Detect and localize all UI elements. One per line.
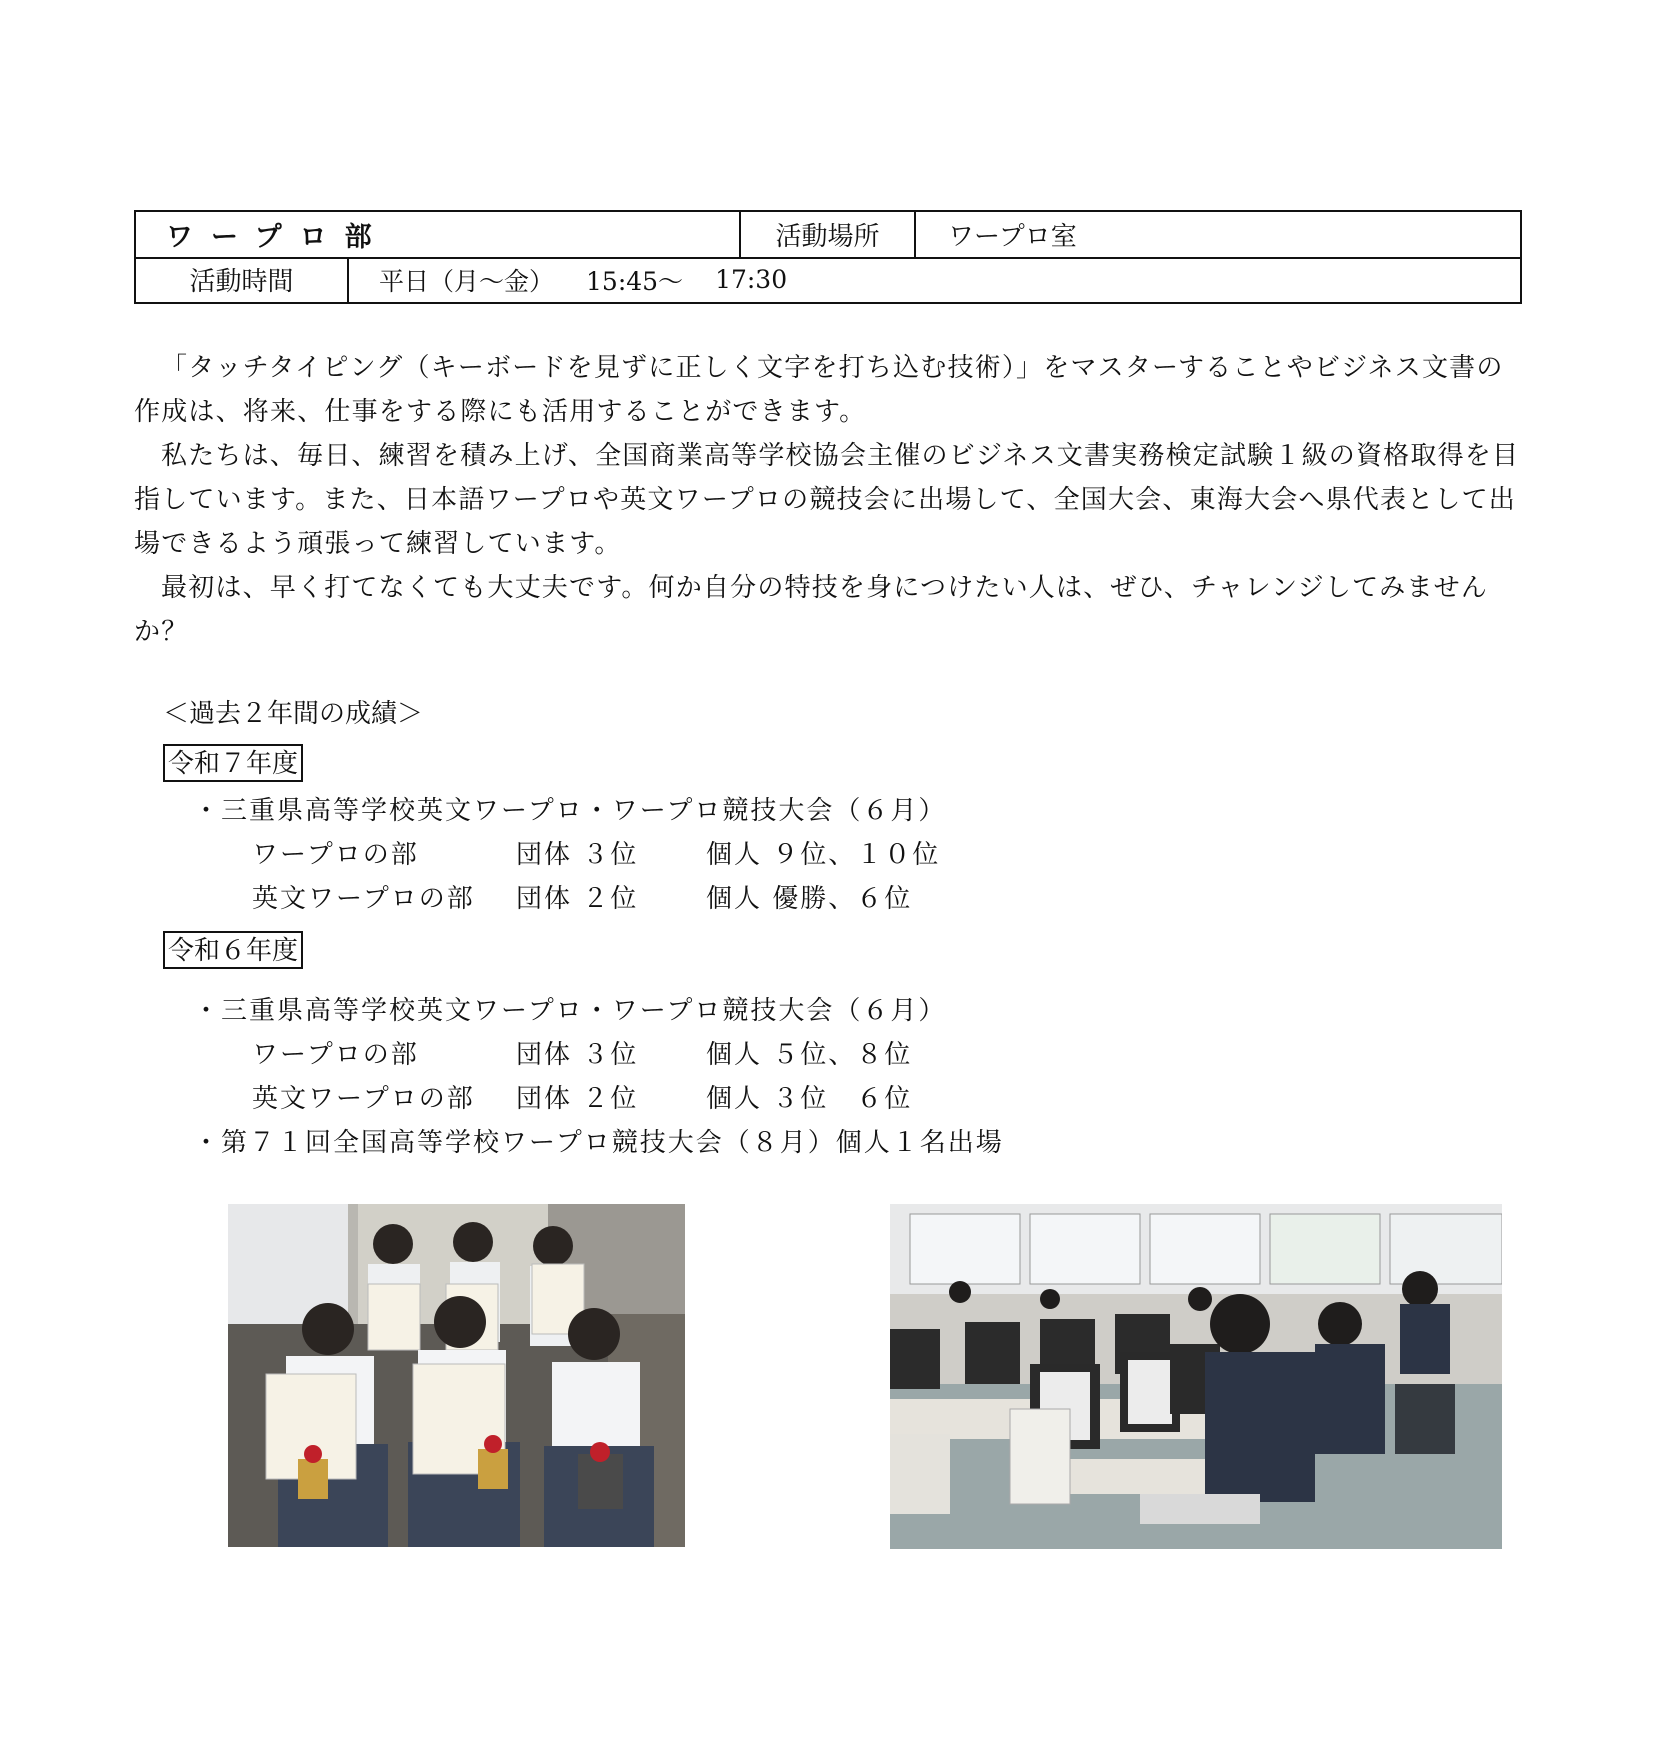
club-name: ワープロ部	[136, 212, 741, 257]
team-result: 団体 ３位	[516, 1040, 639, 1070]
team-result: 団体 ２位	[516, 884, 639, 914]
team-result: 団体 ２位	[516, 1084, 639, 1114]
individual-result: 個人 ９位、１０位	[706, 840, 941, 870]
info-row-2	[136, 257, 1520, 302]
individual-result: 個人 ３位 ６位	[706, 1084, 913, 1114]
division: ワープロの部	[252, 1040, 419, 1070]
place-label: 活動場所	[741, 212, 916, 257]
division: 英文ワープロの部	[252, 884, 475, 914]
intro-paragraph: 「タッチタイピング（キーボードを見ずに正しく文字を打ち込む技術）」をマスターすることやビジネス文書の作成は、将来、仕事をする際にも活用することができます。	[134, 353, 1504, 427]
time-days: 平日（月～金）	[379, 266, 555, 296]
individual-result: 個人 ５位、８位	[706, 1040, 913, 1070]
individual-result: 個人 優勝、６位	[706, 884, 913, 914]
place-value: ワープロ室	[948, 222, 1077, 252]
club-info-table	[134, 210, 1522, 304]
intro-paragraph: 最初は、早く打てなくても大丈夫です。何か自分の特技を身につけたい人は、ぜひ、チャレンジしてみませんか？	[134, 573, 1489, 647]
time-value	[349, 257, 1520, 302]
division: 英文ワープロの部	[252, 1084, 475, 1114]
award-group-photo	[228, 1204, 685, 1547]
event-r7: ・三重県高等学校英文ワープロ・ワープロ競技大会（６月）	[193, 796, 947, 826]
time-start: 15:45～	[586, 266, 684, 296]
time-end: 17:30	[715, 265, 788, 294]
national-result: ・第７１回全国高等学校ワープロ競技大会（８月）個人１名出場	[193, 1128, 1004, 1158]
team-result: 団体 ３位	[516, 840, 639, 870]
division: ワープロの部	[252, 840, 419, 870]
intro-paragraph: 私たちは、毎日、練習を積み上げ、全国商業高等学校協会主催のビジネス文書実務検定試験１級の資格取得を目指しています。また、日本語ワープロや英文ワープロの競技会に出場して、全国大会、東海大会へ県代表として出場できるよう頑張って練習しています。	[134, 441, 1520, 559]
award-group-illustration	[228, 1204, 685, 1547]
time-label: 活動時間	[136, 257, 349, 302]
info-row-1	[136, 212, 1520, 259]
results-title: ＜過去２年間の成績＞	[163, 699, 424, 729]
computer-room-illustration	[890, 1204, 1502, 1549]
year-label-r7: 令和７年度	[163, 744, 303, 782]
year-label-r6: 令和６年度	[163, 931, 303, 969]
computer-room-photo	[890, 1204, 1502, 1549]
event-r6: ・三重県高等学校英文ワープロ・ワープロ競技大会（６月）	[193, 996, 947, 1026]
intro-text	[134, 346, 1526, 654]
